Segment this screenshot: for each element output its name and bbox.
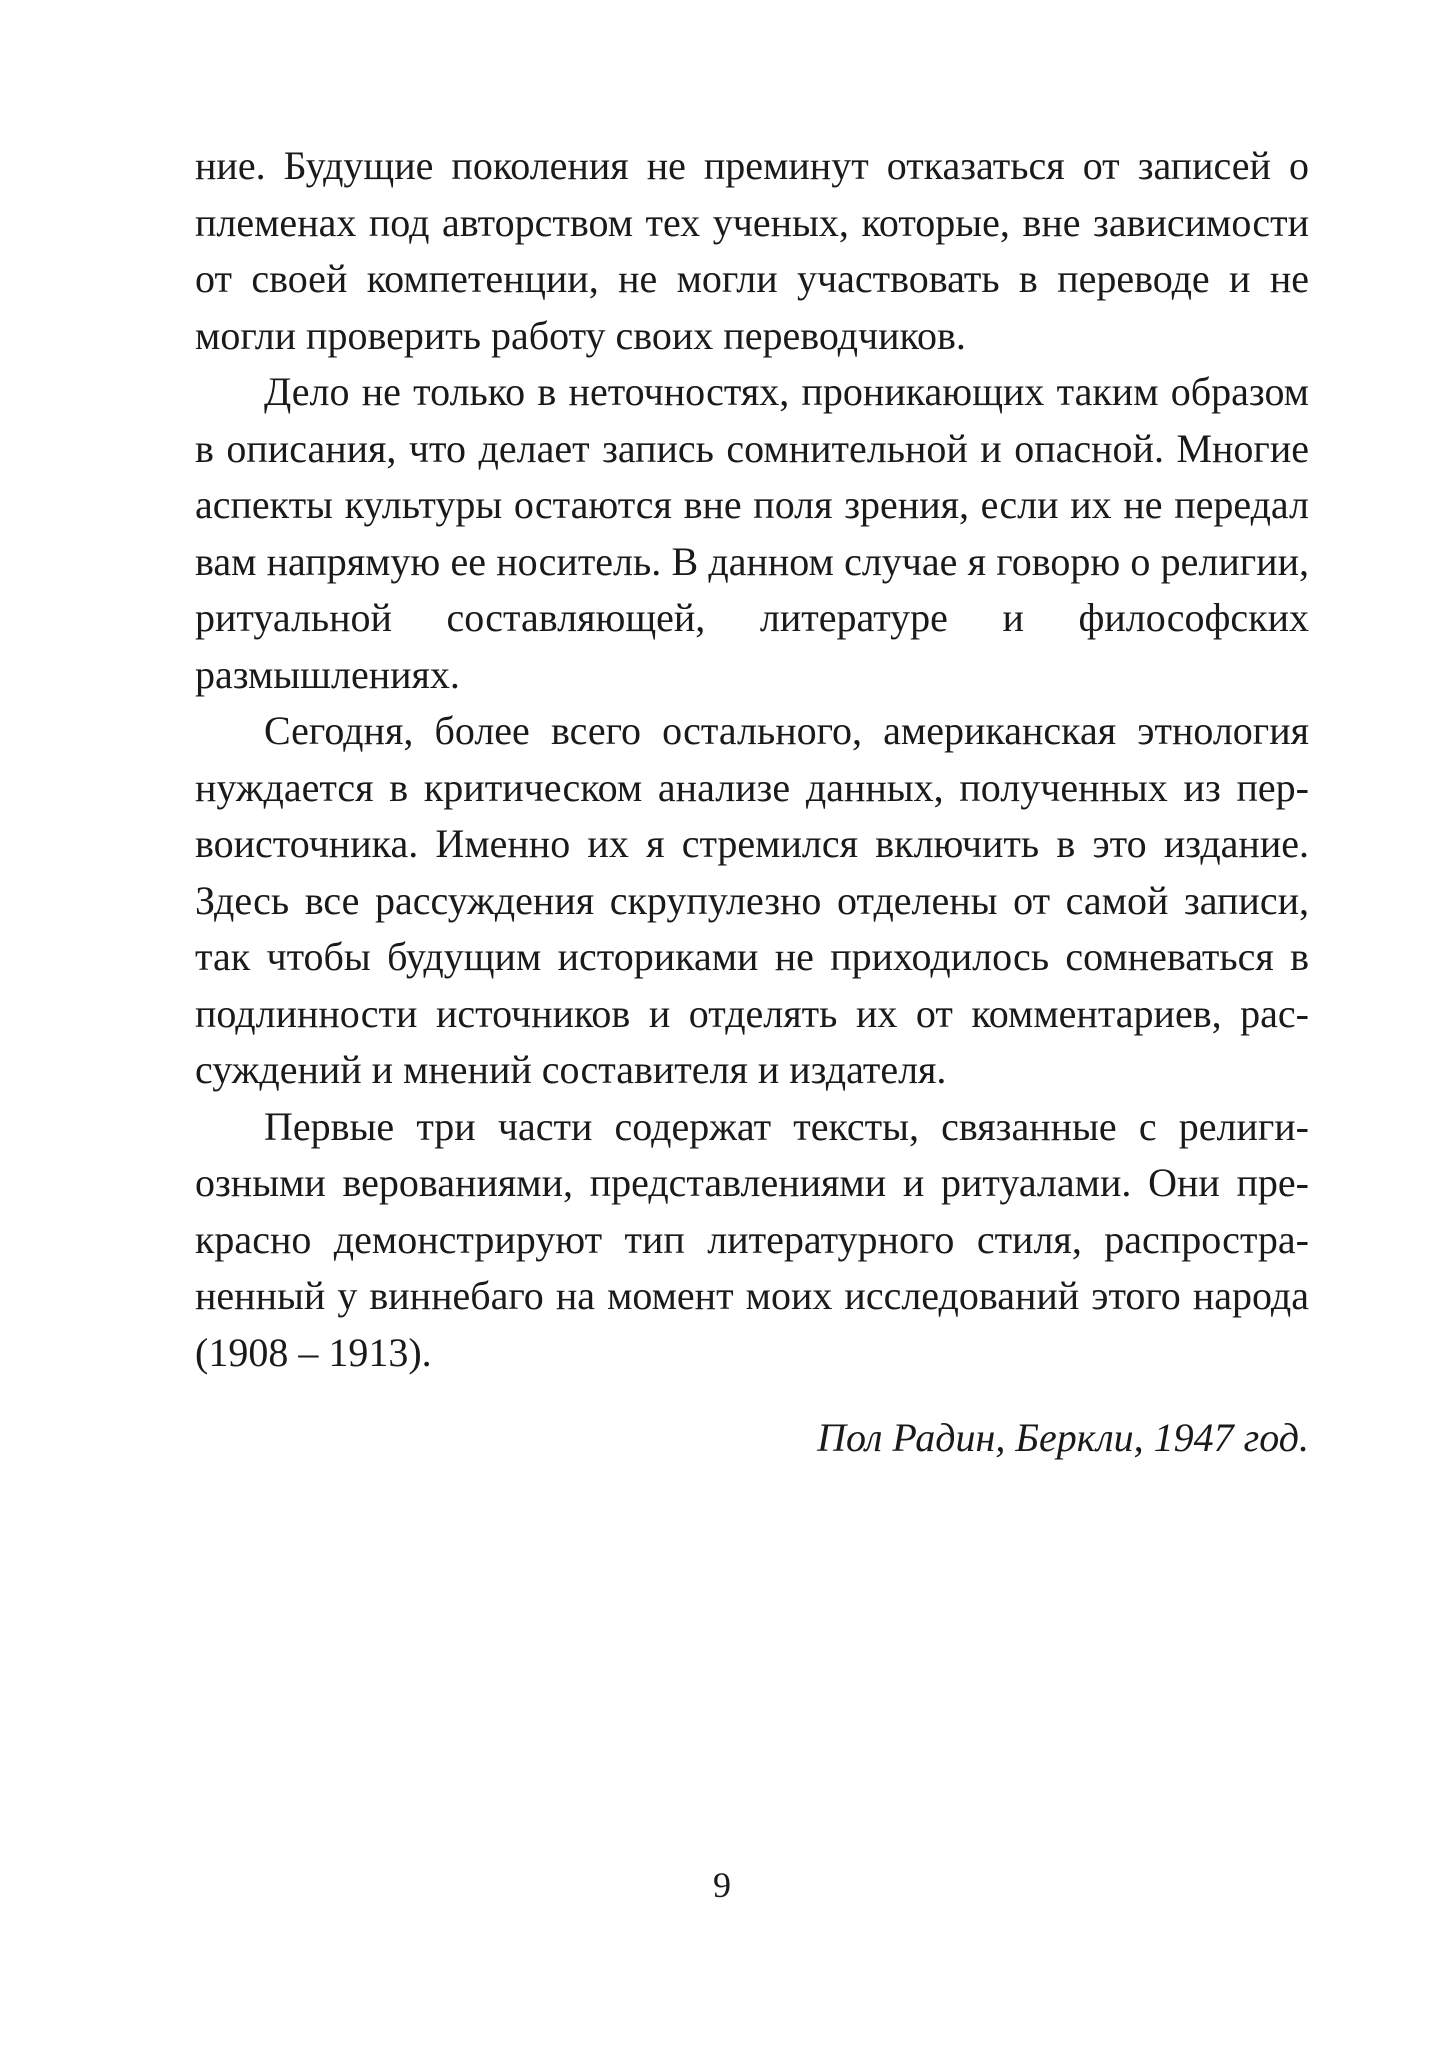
paragraph: Сегодня, более всего остального, американская этнология нуждается в критическом анализе данных, полученных из первоисточника. Именно их я стремился включить в это издание. Здесь все рассуждения скрупулезно отделены от самой записи, так чтобы будущим историками не приходилось сомневаться в подлинности источников и отделять их от комментариев, рассуждений и мнений составителя и издателя. — [195, 708, 1309, 1092]
paragraph: Первые три части содержат тексты, связанные с религиозными верованиями, представлениями и ритуалами. Они прекрасно демонстрируют тип литературного стиля, распространенный у виннебаго на момент моих исследований этого народа (1908 – 1913). — [195, 1103, 1309, 1375]
body-text — [195, 138, 1309, 1381]
author-signature: Пол Радин, Беркли, 1947 год. — [817, 1415, 1309, 1460]
paragraph: Дело не только в неточностях, проникающих таким образом в описания, что делает запись сомнительной и опасной. Многие аспекты культуры остаются вне поля зрения, если их не передал вам напрямую ее носитель. В данном случае я говорю о религии, ритуальной составляющей, литературе и философских размышлениях. — [195, 369, 1309, 697]
page-number: 9 — [713, 1865, 731, 1905]
paragraph-continuation: ние. Будущие поколения не преминут отказаться от записей о племенах под авторством тех ученых, которые, вне зависимости от своей компетенции, не могли участвовать в переводе и не могли проверить работу своих переводчиков. — [195, 143, 1309, 358]
